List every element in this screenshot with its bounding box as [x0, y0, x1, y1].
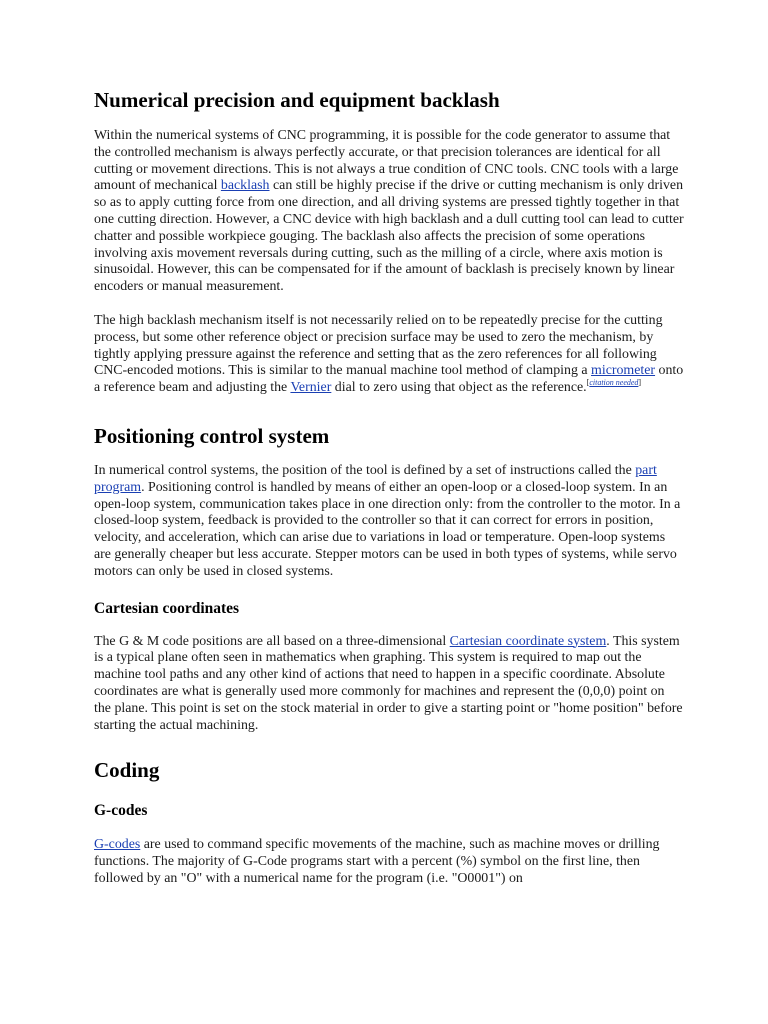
- text: The G & M code positions are all based on a three-dimensional: [94, 633, 450, 649]
- text: In numerical control systems, the position of the tool is defined by a set of instructions called the: [94, 462, 636, 478]
- link-g-codes[interactable]: G-codes: [94, 837, 141, 853]
- heading-cartesian: Cartesian coordinates: [94, 599, 240, 617]
- paragraph-cartesian: [94, 634, 684, 735]
- heading-coding: Coding: [94, 758, 160, 783]
- link-cartesian-coordinate-system[interactable]: Cartesian coordinate system: [449, 633, 607, 649]
- text: dial to zero using that object as the reference.: [331, 380, 587, 396]
- link-backlash[interactable]: backlash: [220, 178, 270, 194]
- text: onto a reference beam and adjusting the: [94, 363, 684, 396]
- paragraph-g-codes: [94, 837, 684, 887]
- link-part-program[interactable]: part program: [94, 462, 657, 495]
- text: can still be highly precise if the drive or cutting mechanism is only driven so as to apply cutting force from one direction, and all driving systems are pressed tightly together in that one cutting direction. However, a CNC device with high backlash and a dull cutting tool can lead to cutter chatter and possible workpiece gouging. The backlash also affects the precision of some operations involving axis movement reversals during cutting, such as the milling of a circle, where axis motion is sinusoidal. However, this can be compensated for if the amount of backlash is precisely known by linear encoders or manual measurement.: [94, 178, 684, 295]
- link-citation-needed[interactable]: citation needed: [589, 378, 639, 388]
- citation-needed-marker: [citation needed]: [586, 378, 642, 388]
- text: Within the numerical systems of CNC programming, it is possible for the code generator to assume that the controlled mechanism is always perfectly accurate, or that precision tolerances are identical for all cutting or movement directions. This is not always a true condition of CNC tools. CNC tools with a large amount of mechanical: [94, 128, 679, 194]
- link-vernier[interactable]: Vernier: [290, 380, 332, 396]
- paragraph-backlash-1: [94, 128, 684, 296]
- paragraph-backlash-2: [94, 313, 684, 397]
- document-page: [94, 86, 684, 888]
- text: . Positioning control is handled by means of either an open-loop or a closed-loop system. In an open-loop system, communication takes place in one direction only: from the controller to the motor. In a closed-loop system, feedback is provided to the controller so that it can correct for errors in position, velocity, and acceleration, which can arise due to variations in load or temperature. Open-loop systems are generally cheaper but less accurate. Stepper motors can be used in both types of systems, while servo motors can only be used in closed systems.: [94, 479, 681, 579]
- text: . This system is a typical plane often seen in mathematics when graphing. This system is required to map out the machine tool paths and any other kind of actions that need to happen in a specific coordinate. Absolute coordinates are what is generally used more commonly for machines and represent the (0,0,0) point on the plane. This point is set on the stock material in order to give a starting point or "home position" before starting the actual machining.: [94, 633, 683, 733]
- heading-g-codes: G-codes: [94, 802, 148, 820]
- paragraph-positioning: [94, 463, 684, 581]
- heading-backlash: Numerical precision and equipment backlash: [94, 88, 500, 112]
- link-micrometer[interactable]: micrometer: [591, 363, 656, 379]
- heading-positioning: Positioning control system: [94, 423, 330, 448]
- text: are used to command specific movements of the machine, such as machine moves or drilling functions. The majority of G-Code programs start with a percent (%) symbol on the first line, then followed by an "O" with a numerical name for the program (i.e. "O0001") on: [94, 837, 660, 886]
- text: The high backlash mechanism itself is not necessarily relied on to be repeatedly precise for the cutting process, but some other reference object or precision surface may be used to zero the mechanism, by tightly applying pressure against the reference and setting that as the zero references for all following CNC-encoded motions. This is similar to the manual machine tool method of clamping a: [94, 312, 663, 379]
